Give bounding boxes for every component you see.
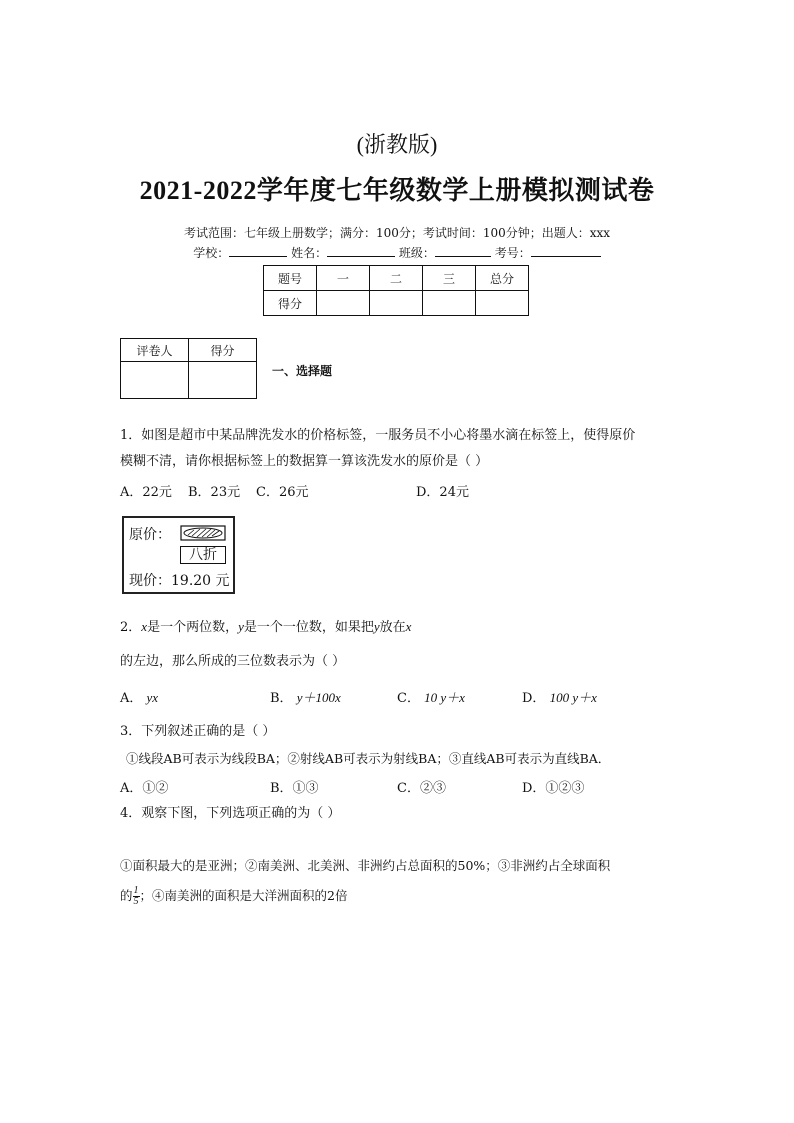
- class-blank: [435, 244, 491, 257]
- grader-header-cell: 评卷人: [121, 339, 189, 362]
- option-label: B．: [270, 691, 293, 706]
- q3-option-b: B．①③: [270, 781, 319, 796]
- score-cell: [370, 291, 423, 316]
- ink-blot-icon: [180, 525, 226, 541]
- grader-table: [120, 338, 257, 399]
- option-label: C．: [397, 691, 420, 706]
- var-y: y: [238, 619, 244, 634]
- grader-header-row: [121, 339, 257, 362]
- q2-number: 2．: [120, 620, 142, 635]
- score-header-cell: 三: [423, 266, 476, 291]
- score-cell: [423, 291, 476, 316]
- q2-option-c: [397, 687, 465, 706]
- q4-text: ；④南美洲的面积是大洋洲面积的2倍: [139, 888, 348, 903]
- grader-score-row: [121, 362, 257, 399]
- q1-stem-line1: 1．如图是超市中某品牌洗发水的价格标签，一服务员不小心将墨水滴在标签上，使得原价: [120, 428, 636, 443]
- school-label: 学校：: [193, 246, 230, 260]
- number-label: 考号：: [494, 246, 531, 260]
- price-tag-figure: [122, 516, 235, 594]
- q1-option-b: B．23元: [188, 485, 241, 500]
- q1-option-d: D．24元: [416, 485, 469, 500]
- exam-info: 考试范围：七年级上册数学；满分：100分；考试时间：100分钟；出题人：xxx: [183, 226, 611, 240]
- q2-text: 是一个两位数，: [147, 620, 239, 635]
- q4-text: 的: [120, 888, 133, 903]
- score-table-score-row: [264, 291, 529, 316]
- q2-stem-line1: [120, 617, 411, 639]
- option-expression: 100 y＋x: [549, 690, 597, 705]
- q3-statement: ①线段AB可表示为线段BA；②射线AB可表示为射线BA；③直线AB可表示为直线BA．: [126, 751, 611, 766]
- name-label: 姓名：: [291, 246, 328, 260]
- school-blank: [229, 244, 287, 257]
- q1-option-a: A．22元: [120, 485, 172, 500]
- q2-option-b: [270, 687, 341, 706]
- var-x: x: [405, 619, 412, 634]
- score-header-cell: 一: [317, 266, 370, 291]
- var-x: x: [141, 619, 148, 634]
- q3-option-a: A．①②: [120, 781, 169, 796]
- q2-text: 是一个一位数，如果把: [243, 620, 374, 635]
- score-cell: [476, 291, 529, 316]
- q4-statement-line2: [120, 886, 347, 907]
- current-price-label: 现价：19.20 元: [129, 573, 230, 589]
- option-expression: y＋100x: [296, 690, 341, 705]
- q4-stem: 4．观察下图，下列选项正确的为（ ）: [120, 806, 341, 821]
- option-expression: 10 y＋x: [424, 690, 465, 705]
- original-price-label: 原价：: [129, 527, 171, 543]
- class-label: 班级：: [398, 246, 435, 260]
- q2-option-d: [522, 687, 597, 706]
- grader-cell: [189, 362, 257, 399]
- section-title: 一、选择题: [272, 364, 333, 378]
- exam-title: 2021-2022学年度七年级数学上册模拟测试卷: [139, 176, 655, 205]
- q3-option-d: D．①②③: [522, 781, 585, 796]
- q2-option-a: [120, 687, 158, 706]
- grader-header-cell: 得分: [189, 339, 257, 362]
- score-table-header-row: [264, 266, 529, 291]
- score-header-cell: 总分: [476, 266, 529, 291]
- score-header-cell: 题号: [264, 266, 317, 291]
- score-row-label: 得分: [264, 291, 317, 316]
- discount-box: 八折: [180, 546, 226, 564]
- student-info-line: [0, 244, 794, 261]
- option-expression: yx: [146, 690, 159, 705]
- name-blank: [327, 244, 395, 257]
- number-blank: [531, 244, 601, 257]
- option-label: D．: [522, 691, 546, 706]
- fraction-one-fifth: [133, 886, 140, 907]
- score-table: [263, 265, 529, 316]
- q1-stem-line2: 模糊不清，请你根据标签上的数据算一算该洗发水的原价是（ ）: [120, 454, 489, 469]
- q3-option-c: C．②③: [397, 781, 446, 796]
- q3-stem: 3．下列叙述正确的是（ ）: [120, 724, 276, 739]
- q4-statement-line1: ①面积最大的是亚洲；②南美洲、北美洲、非洲约占总面积的50%；③非洲约占全球面积: [120, 858, 611, 873]
- edition-label: (浙教版): [356, 132, 438, 157]
- grader-cell: [121, 362, 189, 399]
- q2-text: 放在: [379, 620, 406, 635]
- q2-stem-line2: 的左边，那么所成的三位数表示为（ ）: [120, 654, 346, 669]
- option-label: A．: [120, 691, 143, 706]
- fraction-denominator: 5: [133, 896, 139, 907]
- var-y: y: [373, 619, 380, 634]
- score-header-cell: 二: [370, 266, 423, 291]
- q1-option-c: C．26元: [256, 485, 309, 500]
- score-cell: [317, 291, 370, 316]
- fraction-numerator: 1: [133, 885, 139, 896]
